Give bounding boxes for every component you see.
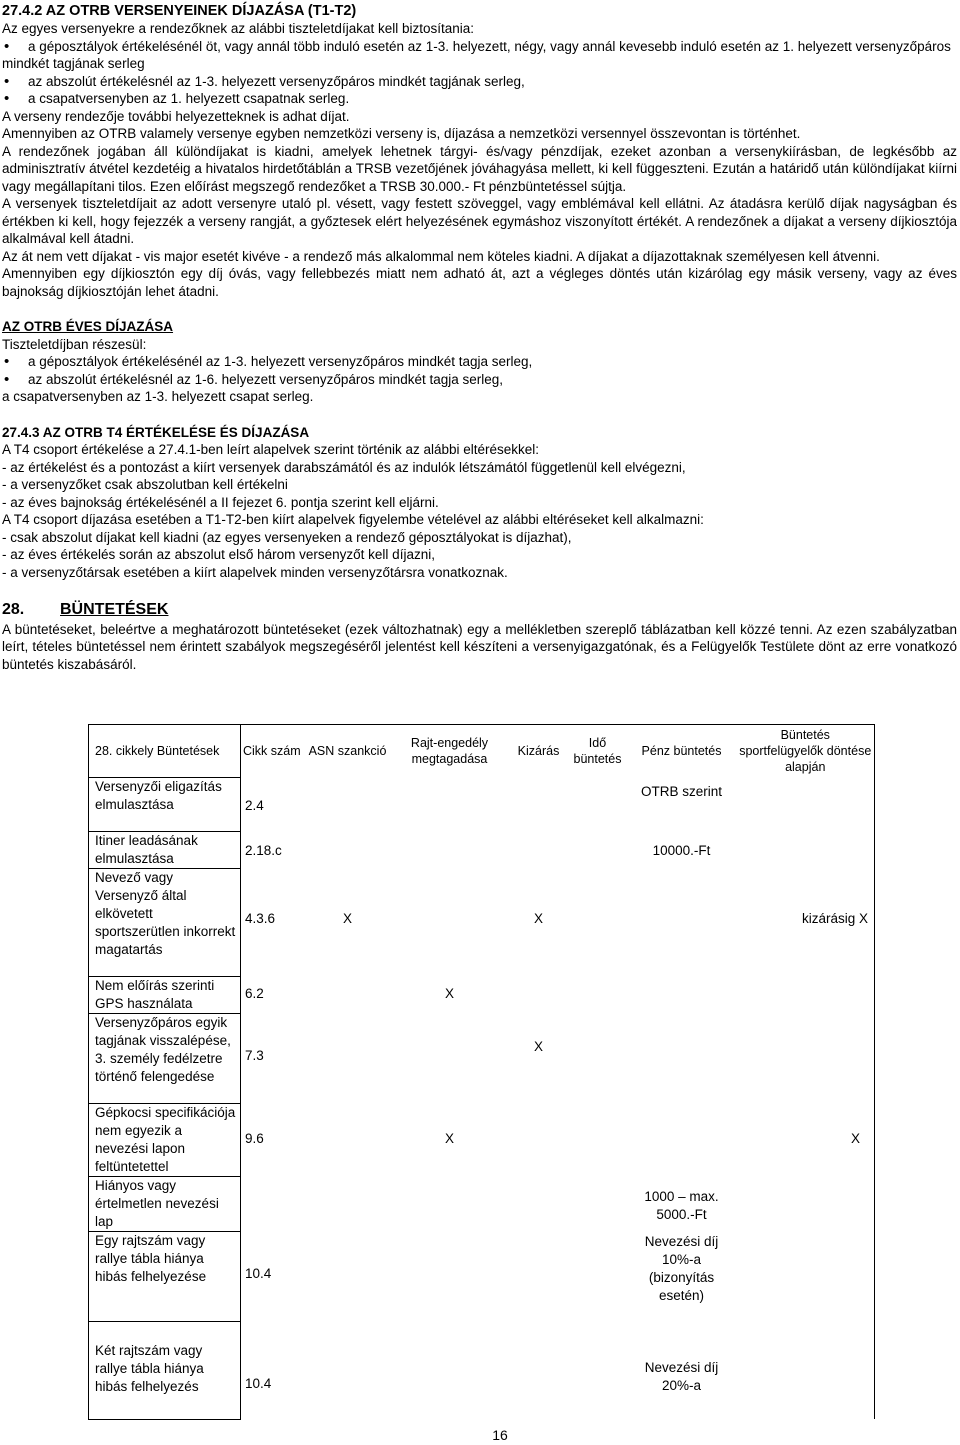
asn-cell	[305, 1176, 391, 1231]
bullet-item: • a csapatversenyben az 1. helyezett csapatnak serleg.	[2, 90, 957, 108]
section-heading-annual-awards: AZ OTRB ÉVES DÍJAZÁSA	[2, 319, 174, 334]
fine-cell: OTRB szerint	[640, 784, 722, 799]
asn-cell	[305, 1013, 391, 1103]
table-row	[89, 1103, 875, 1176]
asn-cell	[305, 1103, 391, 1176]
stewards-decision-cell	[737, 1176, 875, 1231]
table-row	[89, 1013, 875, 1103]
table-row	[89, 1321, 875, 1419]
offense-cell: Két rajtszám vagy rallye tábla hiánya hibás felhelyezés	[89, 1321, 241, 1419]
exclusion-cell	[509, 1231, 569, 1321]
paragraph: Amennyiben az OTRB valamely versenye egyben nemzetközi verseny is, díjazása a nemzetközi versennyel összevontan is történhet.	[2, 126, 801, 141]
stewards-decision-cell	[737, 976, 875, 1013]
asn-cell	[305, 777, 391, 831]
fine-cell	[627, 976, 737, 1013]
page-number: 16	[492, 1427, 508, 1443]
start-refusal-cell	[391, 1013, 509, 1103]
time-penalty-cell	[569, 831, 627, 868]
stewards-decision-cell	[737, 1013, 875, 1103]
stewards-decision-cell: kizárásig X	[737, 868, 875, 976]
column-header: Büntetés sportfelügyelők döntése alapján	[737, 725, 875, 778]
stewards-decision-cell	[737, 1321, 875, 1419]
exclusion-cell	[509, 976, 569, 1013]
fine-cell: Nevezési díj 20%-a	[644, 1360, 719, 1393]
exclusion-cell: X	[533, 911, 543, 926]
time-penalty-cell	[569, 1013, 627, 1103]
exclusion-cell	[509, 1176, 569, 1231]
asn-cell: X	[342, 911, 352, 926]
time-penalty-cell	[569, 1231, 627, 1321]
stewards-decision-cell	[737, 831, 875, 868]
fine-cell	[627, 1013, 737, 1103]
penalties-table	[88, 724, 875, 1420]
article-cell: 7.3	[245, 1048, 264, 1063]
table-row	[89, 976, 875, 1013]
column-header: Rajt-engedély megtagadása	[391, 725, 509, 778]
offense-cell: Egy rajtszám vagy rallye tábla hiánya hibás felhelyezése	[89, 1231, 241, 1321]
paragraph: - a versenyzőket csak abszolutban kell értékelni	[2, 477, 288, 492]
time-penalty-cell	[569, 1176, 627, 1231]
fine-cell: 1000 – max. 5000.-Ft	[644, 1189, 719, 1222]
column-header: Pénz büntetés	[627, 725, 737, 778]
paragraph: A verseny rendezője további helyezetteknek is adhat díjat.	[2, 108, 350, 124]
paragraph: - az éves bajnokság értékelésénél a II fejezet 6. pontja szerint kell eljárni.	[2, 494, 439, 510]
column-header: ASN szankció	[305, 725, 391, 778]
time-penalty-cell	[569, 976, 627, 1013]
table-row	[89, 868, 875, 976]
time-penalty-cell	[569, 1103, 627, 1176]
article-cell: 2.18.c	[245, 843, 282, 858]
column-header: Kizárás	[509, 725, 569, 778]
article-cell: 10.4	[245, 1266, 272, 1281]
asn-cell	[305, 1231, 391, 1321]
stewards-decision-cell	[737, 1231, 875, 1321]
paragraph: Tiszteletdíjban részesül:	[2, 336, 147, 352]
document-body	[2, 2, 957, 673]
start-refusal-cell: X	[444, 1131, 454, 1146]
stewards-decision-cell: X	[737, 1103, 875, 1176]
start-refusal-cell	[391, 868, 509, 976]
table-header-row	[89, 725, 875, 778]
paragraph: A rendezőnek jogában áll különdíjakat is kiadni, amelyek lehetnek tárgyi- és/vagy pénzdíjak, ezeket azonban a versenykiírásban, de legkésőbb az adminisztratív átvétel kezdetéig a hivatalos hirdetőtáblán a TRSB vezetőjének jóváhagyása mellett, ki kell függeszteni. Ezután a határidő után különdíjakat kiírni vagy megállapítani tilos. Ezen előírást megszegő rendezőket a TRSB 30.000.- Ft pénzbüntetéssel sújtja.	[2, 143, 957, 194]
paragraph: Amennyiben egy díjkiosztón egy díj óvás, vagy fellebbezés miatt nem adható át, azt a végleges döntés után kizárólag egy másik verseny, vagy az éves bajnokság díjkiosztóján lehet átadni.	[2, 266, 957, 299]
exclusion-cell	[509, 1103, 569, 1176]
bullet-item: • az abszolút értékelésnél az 1-3. helyezett versenyzőpáros mindkét tagjának serleg,	[2, 73, 957, 91]
time-penalty-cell	[569, 777, 627, 831]
article-cell: 10.4	[245, 1376, 272, 1391]
paragraph: - az éves értékelés során az abszolut első három versenyzőt kell díjazni,	[2, 547, 435, 562]
article-cell: 6.2	[245, 986, 264, 1001]
table-row	[89, 1176, 875, 1231]
start-refusal-cell	[391, 1231, 509, 1321]
offense-cell: Itiner leadásának elmulasztása	[89, 831, 241, 868]
exclusion-cell: X	[533, 1039, 543, 1054]
paragraph: A T4 csoport értékelése a 27.4.1-ben leírt alapelvek szerint történik az alábbi eltérésekkel:	[2, 442, 540, 457]
offense-cell: Versenyzői eligazítás elmulasztása	[89, 777, 241, 831]
start-refusal-cell	[391, 831, 509, 868]
section-heading-28	[2, 601, 957, 619]
bullet-item: • a géposztályok értékelésénél az 1-3. helyezett versenyzőpáros mindkét tagja serleg,	[2, 353, 957, 371]
paragraph: - az értékelést és a pontozást a kiírt versenyek darabszámától és az indulók létszámától függetlenül kell elvégezni,	[2, 459, 686, 475]
offense-cell: Hiányos vagy értelmetlen nevezési lap	[89, 1176, 241, 1231]
time-penalty-cell	[569, 868, 627, 976]
paragraph: a csapatversenyben az 1-3. helyezett csapat serleg.	[2, 389, 314, 404]
offense-cell: Nevező vagy Versenyző által elkövetett sportszerütlen inkorrekt magatartás	[89, 868, 241, 976]
start-refusal-cell	[391, 1321, 509, 1419]
start-refusal-cell: X	[444, 986, 454, 1001]
table-row	[89, 777, 875, 831]
paragraph: - a versenyzőtársak esetében a kiírt alapelvek minden versenyzőtársra vonatkoznak.	[2, 564, 508, 580]
start-refusal-cell	[391, 1176, 509, 1231]
bullet-item: • az abszolút értékelésnél az 1-6. helyezett versenyzőpáros mindkét tagja serleg,	[2, 371, 957, 389]
article-cell: 9.6	[245, 1131, 264, 1146]
time-penalty-cell	[569, 1321, 627, 1419]
asn-cell	[305, 976, 391, 1013]
asn-cell	[305, 1321, 391, 1419]
exclusion-cell	[509, 777, 569, 831]
bullet-item: • a géposztályok értékelésénél öt, vagy annál több induló esetén az 1-3. helyezett, négy, vagy annál kevesebb induló esetén az 1. helyezett versenyzőpáros mindkét tagjának serleg	[2, 38, 957, 73]
section-number: 28.	[2, 601, 25, 618]
table-row	[89, 831, 875, 868]
exclusion-cell	[509, 1321, 569, 1419]
offense-cell: Nem előírás szerinti GPS használata	[89, 976, 241, 1013]
table-row	[89, 1231, 875, 1321]
stewards-decision-cell	[737, 777, 875, 831]
column-header: Cikk szám	[241, 725, 305, 778]
paragraph: A büntetéseket, beleértve a meghatározott büntetéseket (ezek változhatnak) egy a mellékletben szereplő táblázatban kell közzé tenni. Az ezen szabályzatban leírt, tételes büntetéssel nem érintett szabályok megszegéséről jelentést kell készíteni a versenyigazgatónak, és a Felügyelők Testülete dönt az erre vonatkozó büntetés kiszabásáról.	[2, 621, 957, 672]
article-cell: 4.3.6	[245, 911, 276, 926]
fine-cell: 10000.-Ft	[652, 843, 711, 858]
offense-cell: Versenyzőpáros egyik tagjának visszalépése, 3. személy fedélzetre történő felengedése	[89, 1013, 241, 1103]
asn-cell	[305, 831, 391, 868]
start-refusal-cell	[391, 777, 509, 831]
section-title: BÜNTETÉSEK	[60, 601, 169, 618]
column-header: Idő büntetés	[569, 725, 627, 778]
paragraph: - csak abszolut díjakat kell kiadni (az egyes versenyeken a rendező géposztályokat is díjazhat),	[2, 529, 572, 545]
paragraph: A versenyek tiszteletdíjait az adott versenyre utaló pl. vésett, vagy festett szöveggel, vagy emblémával kell ellátni. Az átadásra kerülő díjak nagyságban és értékben ki kell, hogy fejezzék a verseny rangját, a győztesek elért helyezésének egymáshoz viszonyított értékét. A rendezőnek a díjakat a verseny díjkiosztója alkalmával kell átadni.	[2, 196, 957, 246]
offense-cell: Gépkocsi specifikációja nem egyezik a nevezési lapon feltüntetettel	[89, 1103, 241, 1176]
column-header: 28. cikkely Büntetések	[89, 725, 241, 778]
fine-cell	[627, 868, 737, 976]
fine-cell	[627, 1103, 737, 1176]
section-heading-27-4-3: 27.4.3 AZ OTRB T4 ÉRTÉKELÉSE ÉS DÍJAZÁSA	[2, 424, 310, 440]
paragraph: A T4 csoport díjazása esetében a T1-T2-ben kiírt alapelvek figyelembe vételével az alábbi eltéréseket kell alkalmazni:	[2, 512, 704, 527]
section-heading-27-4-2: 27.4.2 AZ OTRB VERSENYEINEK DÍJAZÁSA (T1-T2)	[2, 3, 357, 19]
article-cell	[241, 1176, 305, 1231]
fine-cell: Nevezési díj 10%-a (bizonyítás esetén)	[644, 1234, 719, 1303]
paragraph: Az egyes versenyekre a rendezőknek az alábbi tiszteletdíjakat kell biztosítania:	[2, 21, 475, 36]
exclusion-cell	[509, 831, 569, 868]
article-cell: 2.4	[245, 798, 264, 813]
paragraph: Az át nem vett díjakat - vis major esetét kivéve - a rendező más alkalommal nem köteles kiadni. A díjakat a díjazottaknak személyesen kell átvenni.	[2, 248, 880, 264]
